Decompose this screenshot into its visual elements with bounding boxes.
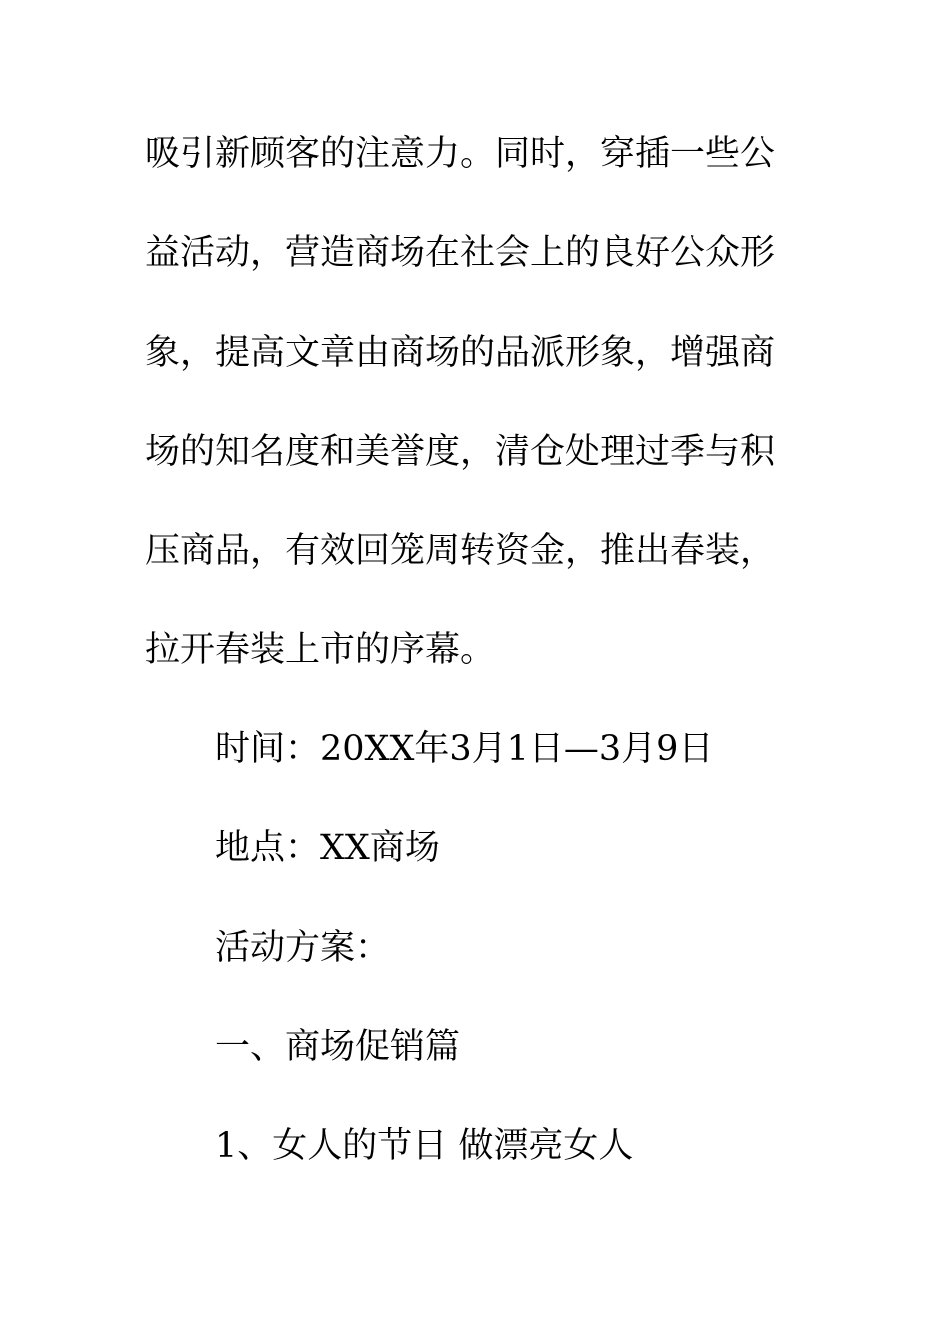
paragraph-line-6: 拉开春装上市的序幕。 [145,630,496,670]
section-heading: 一、商场促销篇 [215,1027,461,1067]
event-time: 时间：20XX年3月1日—3月9日 [215,729,714,769]
paragraph-line-4: 场的知名度和美誉度，清仓处理过季与积 [145,432,776,472]
paragraph-line-1: 吸引新顾客的注意力。同时，穿插一些公 [145,134,776,174]
paragraph-line-3: 象，提高文章由商场的品派形象，增强商 [145,333,776,373]
paragraph-line-2: 益活动，营造商场在社会上的良好公众形 [145,233,776,273]
paragraph-line-5: 压商品，有效回笼周转资金，推出春装， [145,531,776,571]
plan-heading: 活动方案： [215,928,391,968]
item-heading: 1、女人的节日 做漂亮女人 [215,1126,634,1166]
event-place: 地点：XX商场 [215,828,440,868]
